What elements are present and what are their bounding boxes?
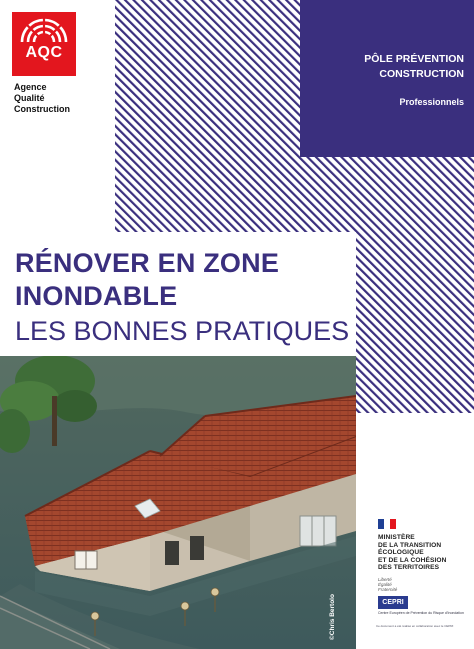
ministry-name xyxy=(378,534,447,572)
pole-title-line: CONSTRUCTION xyxy=(379,68,464,80)
flooded-house-illustration xyxy=(0,356,356,649)
motto-line: Liberté xyxy=(378,577,392,582)
document-title-line: RÉNOVER EN ZONE xyxy=(15,248,280,278)
brand-name-line: Construction xyxy=(14,104,70,114)
cepri-logo xyxy=(378,596,464,615)
document-subtitle: LES BONNES PRATIQUES xyxy=(15,316,350,346)
pole-title-line: PÔLE PRÉVENTION xyxy=(364,53,464,65)
brand-name xyxy=(14,82,70,115)
photo-credit xyxy=(325,590,337,640)
motto-line: Fraternité xyxy=(378,587,398,592)
motto-line: Égalité xyxy=(378,582,392,587)
brand-name-line: Qualité xyxy=(14,93,45,103)
pole-title xyxy=(300,52,464,82)
document-title-line: INONDABLE xyxy=(15,281,178,311)
pole-banner xyxy=(300,0,474,157)
title-block xyxy=(0,232,356,356)
logo-text: AQC xyxy=(25,44,63,61)
ministry-line: ET DE LA COHÉSION xyxy=(378,556,447,564)
svg-text:©Chris Bertolo: ©Chris Bertolo xyxy=(329,594,336,640)
ministry-line: DES TERRITOIRES xyxy=(378,564,440,572)
republic-motto xyxy=(378,577,397,592)
partners-block xyxy=(356,413,474,649)
partner-footnote: Ce document a été réalisé en collaboration avec le CEPRI xyxy=(376,624,454,628)
aqc-logo xyxy=(12,12,76,76)
cepri-logo-text: CEPRI xyxy=(378,596,408,609)
ministry-line: DE LA TRANSITION xyxy=(378,541,442,549)
brand-name-line: Agence xyxy=(14,82,47,92)
cepri-subtitle: Centre Européen de Prévention du Risque d'Inondation xyxy=(378,611,464,615)
ministry-line: MINISTÈRE xyxy=(378,534,415,541)
pole-audience: Professionnels xyxy=(399,97,464,107)
french-flag-icon xyxy=(378,519,396,529)
logo-rays-icon xyxy=(12,14,76,44)
ministry-line: ÉCOLOGIQUE xyxy=(378,549,424,557)
